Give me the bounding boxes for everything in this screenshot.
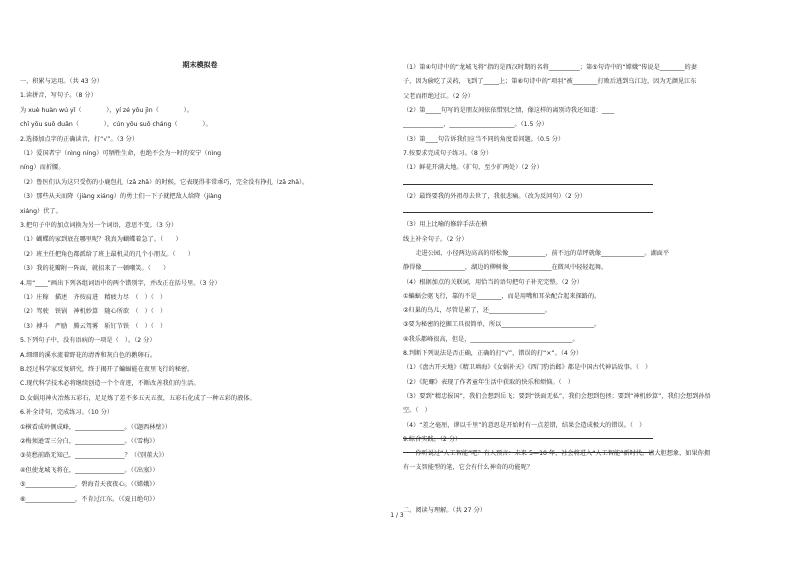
right-line: 7.按要求完成句子练习。（8 分） <box>403 149 493 157</box>
right-line: ②归巢的鸟儿，尽管是累了，还__________________。 <box>403 307 551 315</box>
left-line: 3.把句子中的加点词换为另一个词语，意思不变。（3 分） <box>20 222 178 229</box>
right-line: ①蝙蝠会驱飞行，靠的不是________，而是用嘴和耳朵配合起来探路的。 <box>403 292 601 300</box>
right-line: 二、阅读与理解。（共 27 分） <box>403 507 486 515</box>
left-line: ③莫愁前路无知己，________________？（《别董大》） <box>20 452 168 460</box>
right-line: （3）第____句告诉我们应当不同的角度看问题。（0.5 分） <box>403 135 565 143</box>
left-line: chī yōu suō duǎn（ ），cún yōu suō cháng（ ）。 <box>20 121 212 129</box>
answer-line <box>403 438 653 439</box>
left-line: C.现代科学技术必将继续创造一个个奇迹，不断改善我们的生活。 <box>20 380 200 388</box>
right-line: （3）要到“精忠报国”，我们会想到岳飞；要到“铁面无私”，我们会想到包拯；要到“神机妙算”，我们会想到孙悟 <box>403 392 711 400</box>
right-line: 你听说过“人工智能”吧？有人预言：未来 5—10 年，社会将进入“人工智能”新时代。请大胆想象，如果你拥 <box>403 450 711 458</box>
left-line: 6.补全诗句，完成练习。（10 分） <box>20 409 114 417</box>
left-line: （3）搏斗 严励 腾云驾雾 斩钉节铁 （ ）（ ） <box>20 322 167 330</box>
answer-line <box>403 184 653 185</box>
right-line: 线上补全句子。（2 分） <box>403 235 468 243</box>
left-line: （2）鲁医们认为这只受伤的小鹿包扎（zā zhā）的时候，它表现得非常乖巧，完全没有挣扎（zā zhā）。 <box>20 178 309 186</box>
left-line: 1.读拼音，写句子。（8 分） <box>20 92 97 100</box>
right-line: 8.判断下列说法是否正确，正确的打“√”，错误的打“×”。（4 分） <box>403 350 583 357</box>
right-line: ④我乐都峰很高，但是，_________________________________。 <box>403 335 579 343</box>
left-line: 2.选择加点字的正确读音，打“√”。（3 分） <box>20 135 139 143</box>
right-line: （1）鲜花开满大地。（扩句，至少扩两处）（2 分） <box>403 164 543 172</box>
right-line: 有一支智能型的笔，它会有什么神奇的功能呢？ <box>403 464 533 472</box>
left-line: D.女娲用神火冶炼五彩石，足足炼了差不多五天五夜，五彩石化成了一种五彩的液体。 <box>20 394 256 402</box>
right-line: 走进公园，小径两边高高的塔松像____________，前不远的草坪就像______________。湖面平 <box>403 249 670 257</box>
left-line: B.经过科学家反复研究，终于揭开了蝙蝠能在夜里飞行的秘密。 <box>20 366 194 373</box>
exam-title: 期末模拟卷 <box>182 61 218 69</box>
answer-line <box>403 452 653 453</box>
right-line: （2）第_____句写的是朋友间依依惜别之情，像这样的离别诗我还知道：____ <box>403 106 615 114</box>
left-line: níng）而折腰。 <box>20 164 65 172</box>
right-line: （3）用上比喻的修辞手法在横 <box>403 221 488 229</box>
right-line: （4）“差之毫厘，谬以千里”的意思是开始时有一点差错，结果会造成极大的错误。（ ） <box>403 421 646 429</box>
left-line: 5.下列句子中，没有语病的一项是（ ）。（2 分） <box>20 337 156 345</box>
right-line: （2）最终要我的外祖母去世了，我很悲痛。（改为反问句）（2 分） <box>403 192 587 200</box>
left-line: 4.用“____”画出下列各组词语中的两个错别字，并改正在括号里。（3 分） <box>20 279 221 287</box>
left-line: xiáng）伏了。 <box>20 207 62 215</box>
left-line: （2）班主任把角色都派给了班上最机灵的几个小朋友。（ ） <box>20 250 195 258</box>
answer-line <box>403 212 653 213</box>
left-line: ②梅须逊雪三分白，________________。（《雪梅》） <box>20 438 159 445</box>
left-line: （1）爱国者宁（nìng níng）可牺牲生命，也绝不会为一时的安宁（nìng <box>20 150 222 157</box>
right-line: 静得像______________，湖边的柳树像______________在微风中轻轻起舞。 <box>403 264 608 272</box>
left-line: （2）驾驶 铁锅 神机妙算 随心所欲 （ ）（ ） <box>20 308 167 316</box>
right-line: 子，因为偷吃了灵药，飞到了_____上；第⑥句诗中的“项羽”被________打败后逃到乌江边，因为无颜见江东 <box>403 78 697 86</box>
right-line: 9.综合实践。（2 分） <box>403 435 462 443</box>
left-line: （3）那些从天而降（jiàng xiáng）的勇士们一下子就把敌人给降（jiàng <box>20 193 222 201</box>
right-line: _____________，_____________________。（1.5 分） <box>403 121 548 129</box>
right-line: 空。（ ） <box>403 407 431 415</box>
left-line: （3）我的花瓣附一阵面，就招来了一顿嘲笑。（ ） <box>20 265 170 273</box>
right-line: ③要为秘密的挖掘工具很简单，所以______________________________。 <box>403 321 601 329</box>
left-line: ⑤________________，碧海青天夜夜心。（《嫦娥》） <box>20 481 159 489</box>
left-line: ①横看成岭侧成峰，________________。（《题西林壁》） <box>20 423 171 431</box>
left-line: （1）蝴蝶的家到底在哪里呢？我真为蝴蝶着急了。（ ） <box>20 236 182 244</box>
right-line: （1）《盘古开天地》《精卫填海》《女娲补天》《西门豹治邺》都是中国古代神话故事。（ ） <box>403 364 652 372</box>
left-line: ⑥________________，不肯过江东。（《夏日绝句》） <box>20 495 159 503</box>
right-line: （2）《陀螺》表现了作者童年生活中获取的快乐和烦恼。（ ） <box>403 378 574 386</box>
left-line: 为 xuè huàn wú yǐ（ ），yí zé yōu jìn（ ）。 <box>20 106 193 114</box>
left-line: ④但使龙城飞将在，________________。（《出塞》） <box>20 466 159 474</box>
left-line: A.细细的溪水流着野花的清香和灰白色的鹅卵石。 <box>20 351 157 359</box>
right-line: （1）第④句诗中的“龙城飞将”指的是西汉时期的名将__________；第⑤句诗中的“嫦娥”传说是________的妻 <box>403 64 697 71</box>
page-number: 1 / 3 <box>390 512 404 519</box>
left-line: （1）庄稼 描述 齐按肩进 精疲力尽 （ ）（ ） <box>20 294 167 301</box>
right-line: （4）根据加点的关联词，用恰当的语句把句子补充完整。（2 分） <box>403 278 583 286</box>
left-line: 一、积累与运用。（共 43 分） <box>20 78 103 85</box>
right-line: 父老而拒绝过江。（2 分） <box>403 92 474 100</box>
